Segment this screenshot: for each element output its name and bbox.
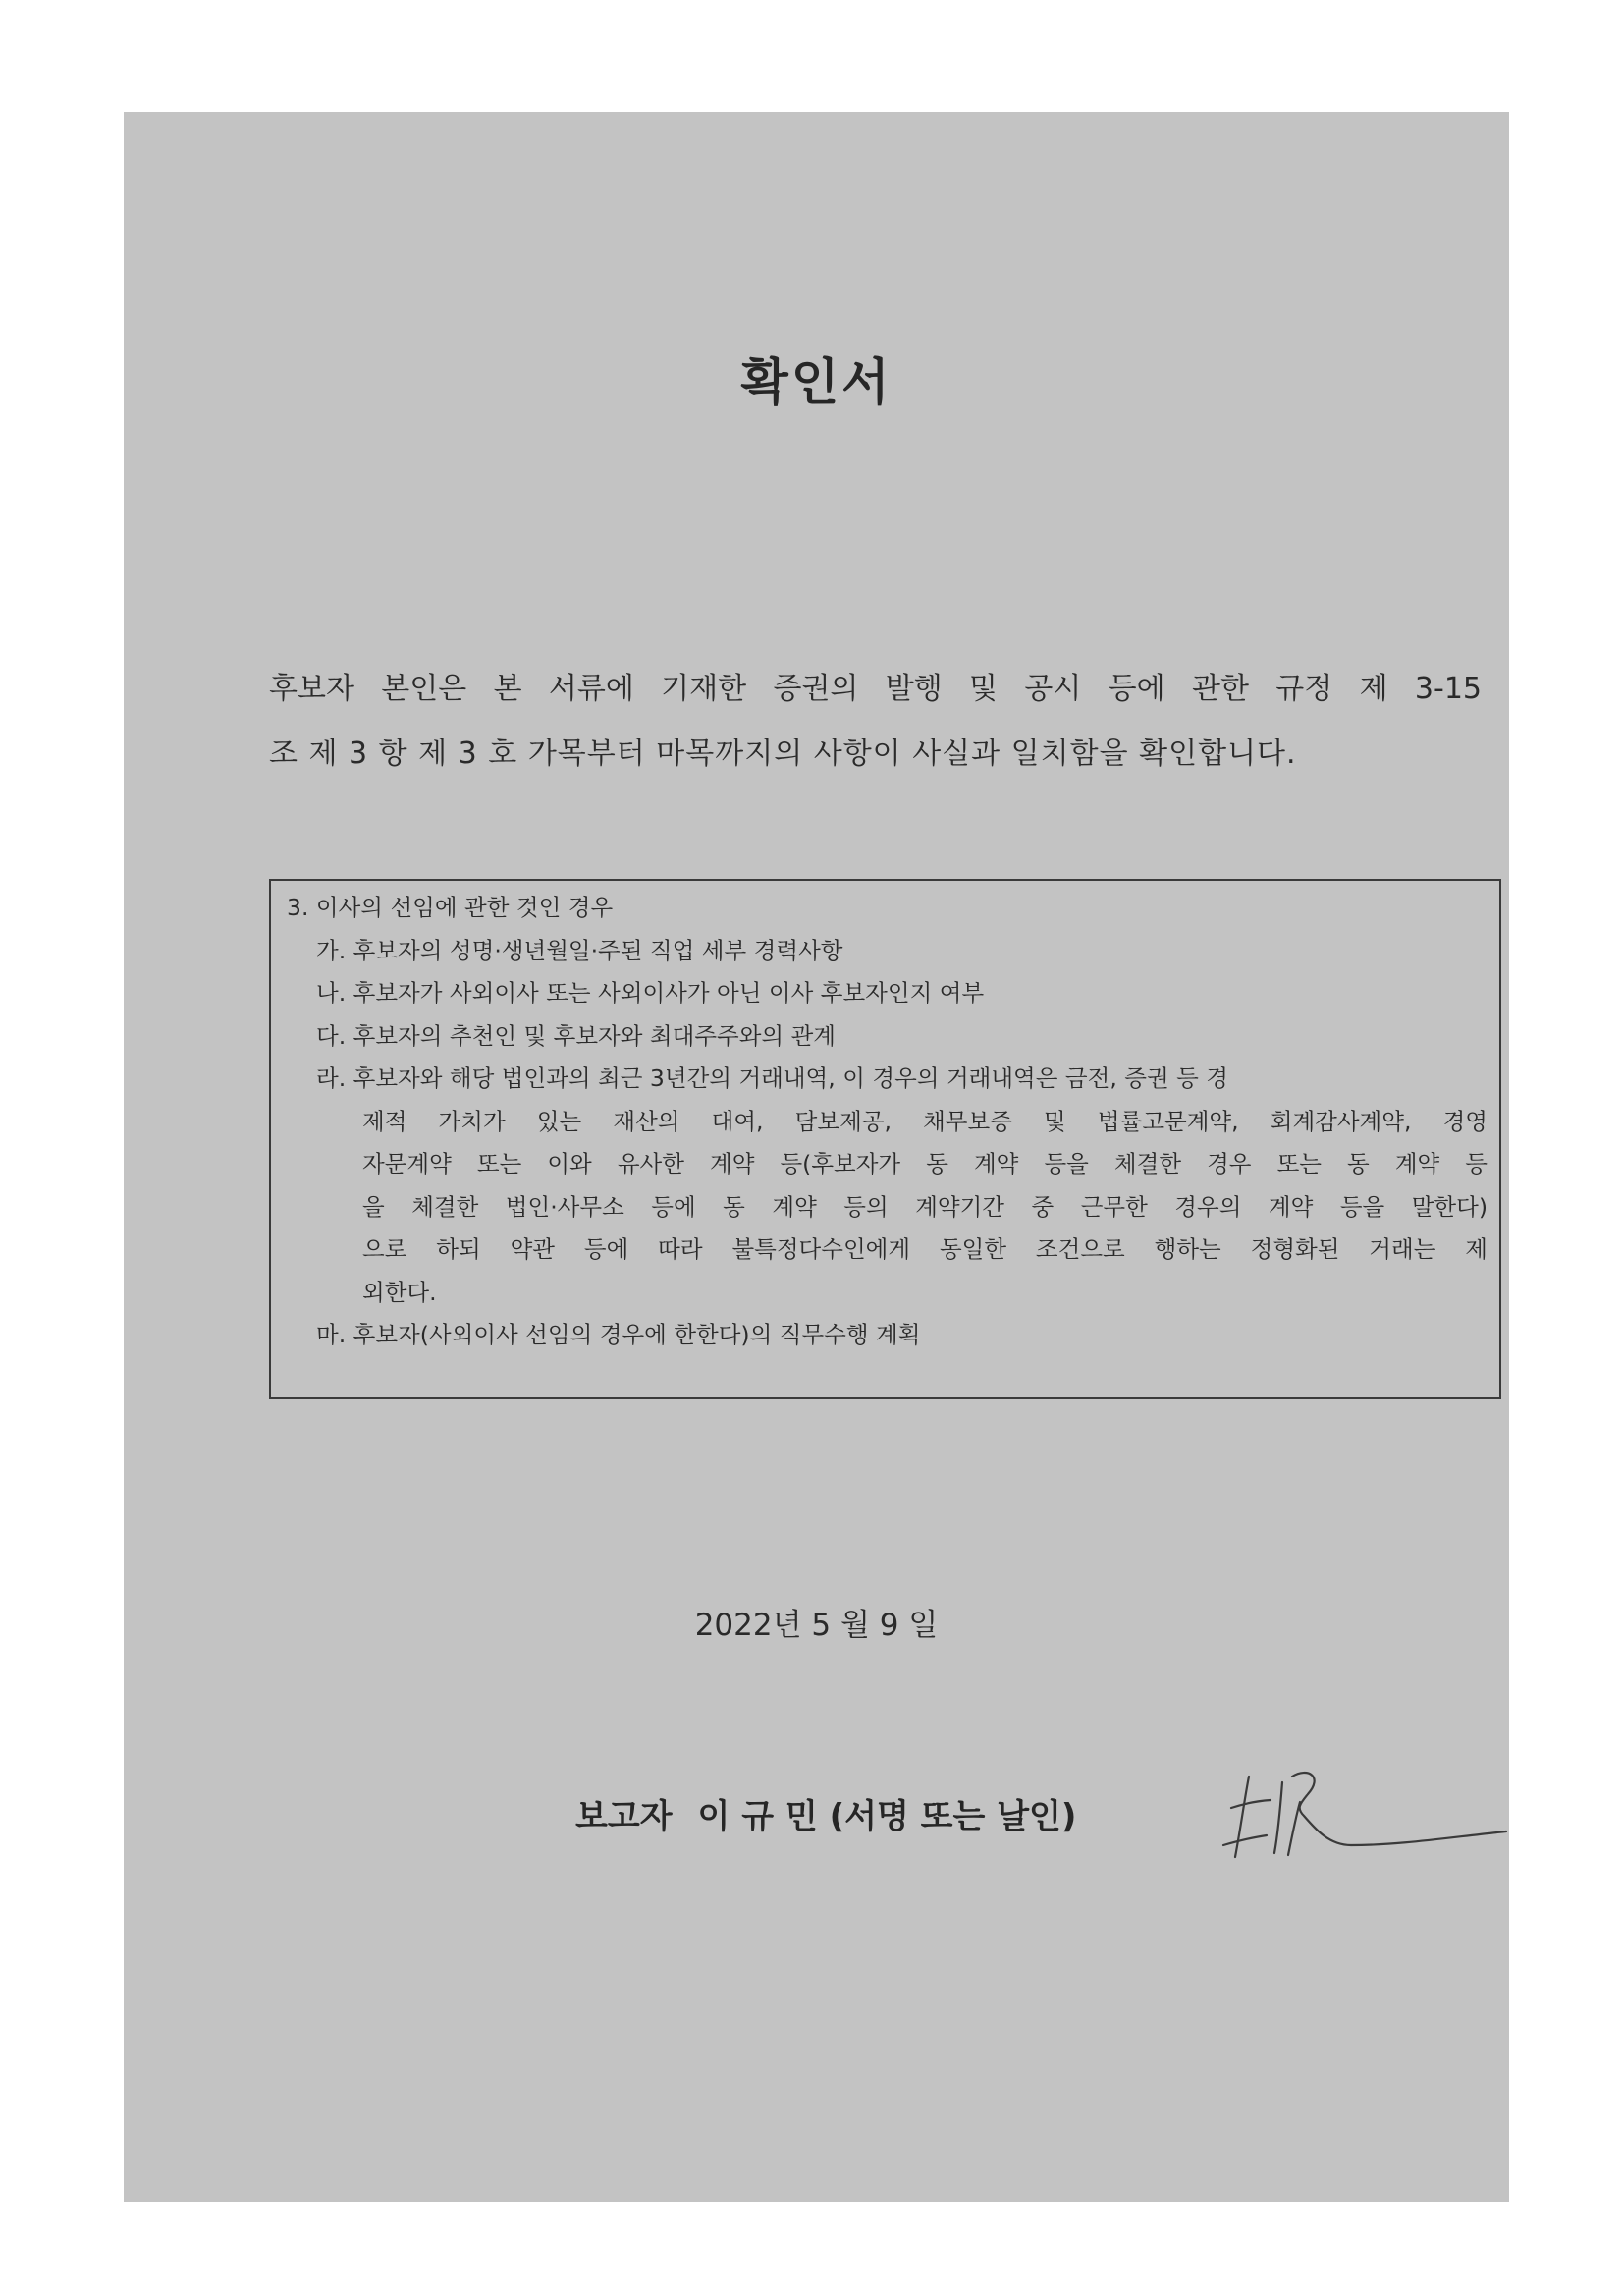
statement-line: 후보자 본인은 본 서류에 기재한 증권의 발행 및 공시 등에 관한 규정 제 3-15 (269, 672, 1482, 706)
reporter-name: 이 규 민 (697, 1797, 818, 1836)
list-item-continuation: 제적 가치가 있는 재산의 대여, 담보제공, 채무보증 및 법률고문계약, 회계감사계약, 경영 (362, 1107, 1488, 1135)
regulation-box (269, 879, 1501, 1399)
list-item: 라. 후보자와 해당 법인과의 최근 3년간의 거래내역, 이 경우의 거래내역은 금전, 증권 등 경 (316, 1065, 1229, 1092)
signature-note: (서명 또는 날인) (829, 1797, 1077, 1836)
document-title: 확인서 (740, 354, 893, 410)
list-item: 나. 후보자가 사외이사 또는 사외이사가 아닌 이사 후보자인지 여부 (316, 979, 985, 1007)
list-item-continuation: 자문계약 또는 이와 유사한 계약 등(후보자가 동 계약 등을 체결한 경우 또는 동 계약 등 (362, 1150, 1488, 1177)
list-item: 다. 후보자의 추천인 및 후보자와 최대주주와의 관계 (316, 1021, 837, 1050)
list-item-continuation: 을 체결한 법인·사무소 등에 동 계약 등의 계약기간 중 근무한 경우의 계약 등을 말한다) (362, 1192, 1488, 1221)
list-item-continuation: 으로 하되 약관 등에 따라 불특정다수인에게 동일한 조건으로 행하는 정형화된 거래는 제 (362, 1235, 1488, 1263)
document-date: 2022년 5 월 9 일 (694, 1608, 939, 1643)
statement-line: 조 제 3 항 제 3 호 가목부터 마목까지의 사항이 사실과 일치함을 확인합니다. (269, 737, 1297, 771)
handwritten-signature (1214, 1747, 1508, 1875)
list-item-continuation: 외한다. (362, 1278, 437, 1306)
box-heading: 3. 이사의 선임에 관한 것인 경우 (287, 894, 614, 921)
confirmation-statement (269, 657, 1482, 787)
reporter-line (575, 1789, 1076, 1837)
reporter-label: 보고자 (575, 1797, 673, 1836)
document-sheet (124, 112, 1509, 2202)
list-item: 가. 후보자의 성명·생년월일·주된 직업 세부 경력사항 (316, 936, 843, 964)
list-item: 마. 후보자(사외이사 선임의 경우에 한한다)의 직무수행 계획 (316, 1321, 921, 1348)
